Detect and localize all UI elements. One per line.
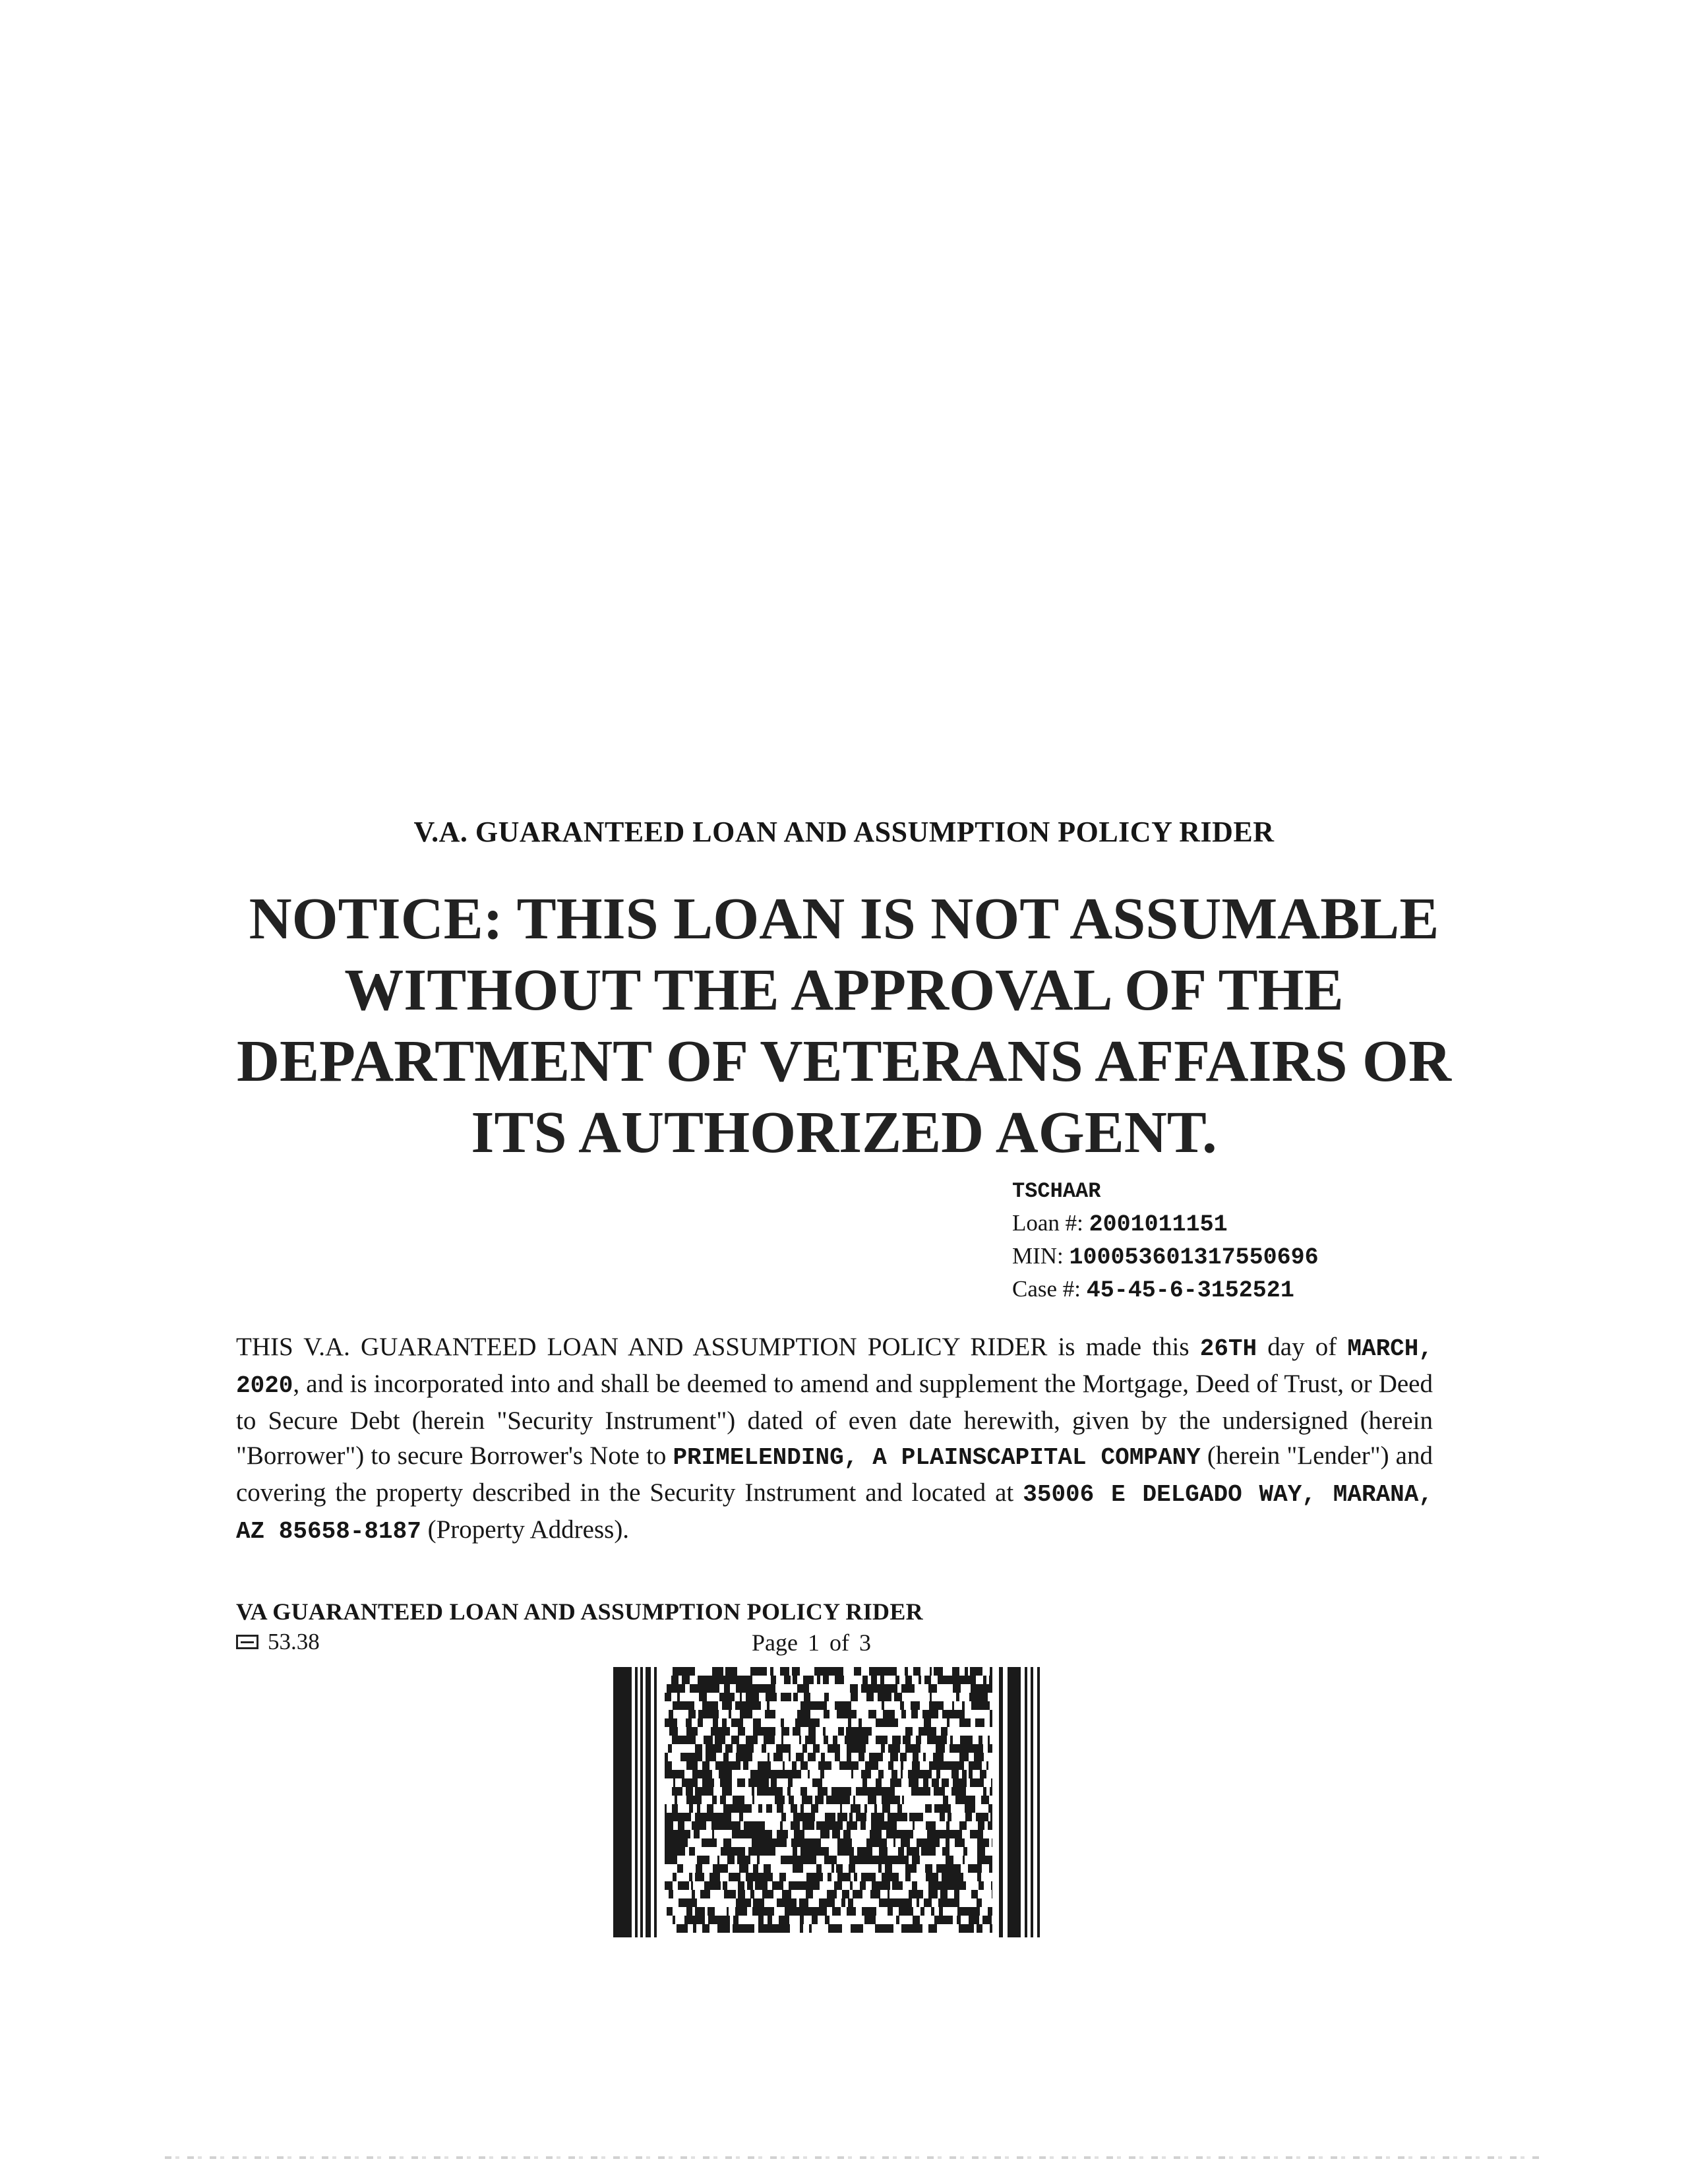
- notice-line: WITHOUT THE APPROVAL OF THE: [344, 957, 1344, 1023]
- lender-name: PRIMELENDING, A PLAINSCAPITAL COMPANY: [673, 1444, 1201, 1471]
- case-number-label: Case #:: [1012, 1276, 1087, 1302]
- pdf417-barcode-icon: [613, 1667, 1045, 1937]
- rider-day: 26TH: [1199, 1335, 1257, 1362]
- case-number-line: [1012, 1273, 1474, 1306]
- borrower-name: TSCHAAR: [1012, 1179, 1101, 1203]
- body-text-segment: (Property Address).: [421, 1515, 630, 1544]
- body-text-segment: THIS V.A. GUARANTEED LOAN AND ASSUMPTION POLICY RIDER is made this: [236, 1333, 1200, 1361]
- rider-body-paragraph: [236, 1329, 1433, 1549]
- body-text-segment: , and is incorporated into and shall be deemed to amend and supplement the Mortgage, Deed of Trust, or Deed to Secure Debt (herein "Security Instrument") dated of even date herewith, given by the undersigned (herein "Borrower") to secure Borrower's Note to: [236, 1370, 1433, 1470]
- body-text-segment: day of: [1257, 1333, 1348, 1361]
- case-number: 45-45-6-3152521: [1086, 1277, 1294, 1304]
- notice-line: NOTICE: THIS LOAN IS NOT ASSUMABLE: [249, 886, 1439, 952]
- loan-info-block: [1012, 1176, 1474, 1306]
- notice-line: ITS AUTHORIZED AGENT.: [471, 1100, 1217, 1165]
- assumption-notice: [198, 884, 1490, 1168]
- body-text-segment: (herein "Lender") and covering the property described in the Security Instrument and located at: [236, 1441, 1433, 1507]
- min-number: 100053601317550696: [1069, 1244, 1319, 1271]
- loan-number-label: Loan #:: [1012, 1210, 1089, 1236]
- min-label: MIN:: [1012, 1243, 1070, 1269]
- loan-number: 2001011151: [1089, 1211, 1228, 1238]
- rider-month-year: MARCH, 2020: [236, 1335, 1433, 1399]
- scan-artifact-line: [165, 2156, 1543, 2159]
- property-address: 35006 E DELGADO WAY, MARANA, AZ 85658-8187: [236, 1481, 1433, 1545]
- loan-number-line: [1012, 1207, 1474, 1240]
- page-number: Page 1 of 3: [752, 1629, 871, 1656]
- form-logo-icon: [236, 1635, 258, 1649]
- min-line: [1012, 1240, 1474, 1273]
- rider-title: V.A. GUARANTEED LOAN AND ASSUMPTION POLICY RIDER: [413, 816, 1275, 848]
- form-code: [236, 1629, 320, 1655]
- footer-title: VA GUARANTEED LOAN AND ASSUMPTION POLICY RIDER: [236, 1598, 923, 1625]
- notice-line: DEPARTMENT OF VETERANS AFFAIRS OR: [236, 1029, 1452, 1094]
- form-code-number: 53.38: [268, 1629, 320, 1654]
